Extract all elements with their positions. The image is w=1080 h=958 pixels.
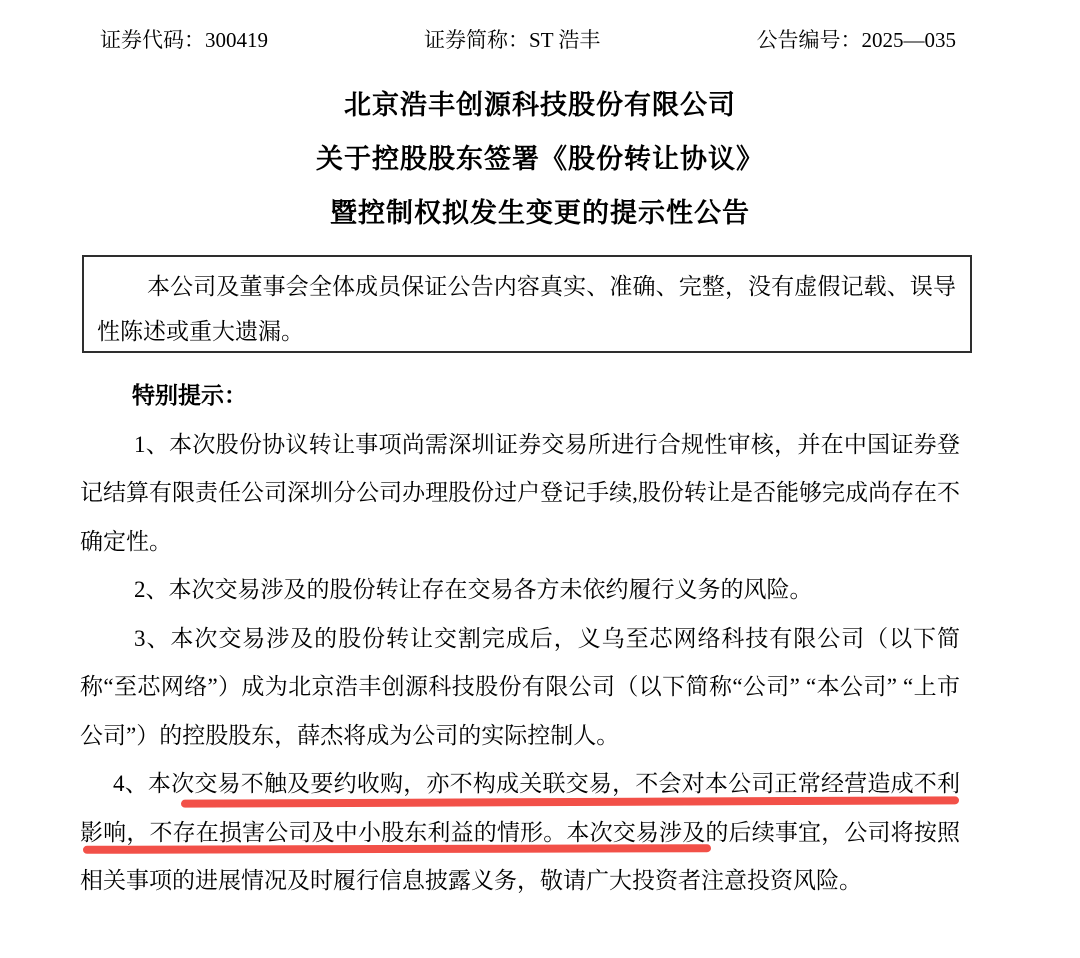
special-notice-section <box>80 372 960 906</box>
title-line-subject-2: 暨控制权拟发生变更的提示性公告 <box>330 198 750 228</box>
declaration-box <box>82 255 972 353</box>
declaration-text: 本公司及董事会全体成员保证公告内容真实、准确、完整，没有虚假记载、误导性陈述或重大遗漏。 <box>97 274 956 344</box>
announcement-number: 公告编号：2025—035 <box>756 28 956 52</box>
notice-paragraph-1: 1、本次股份协议转让事项尚需深圳证券交易所进行合规性审核，并在中国证券登记结算有限责任公司深圳分公司办理股份过户登记手续,股份转让是否能够完成尚存在不确定性。 <box>80 431 960 554</box>
notice-paragraph-3: 3、本次交易涉及的股份转让交割完成后，义乌至芯网络科技有限公司（以下简称“至芯网络”）成为北京浩丰创源科技股份有限公司（以下简称“公司” “本公司” “上市公司”）的控股股东，薛杰将成为公司的实际控制人。 <box>80 625 960 748</box>
document-header <box>100 27 956 53</box>
stock-abbreviation: 证券简称：ST 浩丰 <box>424 28 601 52</box>
notice-paragraph-4: 4、本次交易不触及要约收购，亦不构成关联交易，不会对本公司正常经营造成不利影响，不存在损害公司及中小股东利益的情形。本次交易涉及的后续事宜，公司将按照相关事项的进展情况及时履行信息披露义务，敬请广大投资者注意投资风险。 <box>80 771 960 893</box>
title-line-company-name: 北京浩丰创源科技股份有限公司 <box>344 90 736 120</box>
special-notice-heading: 特别提示： <box>132 383 247 408</box>
title-line-subject: 关于控股股东签署《股份转让协议》 <box>316 144 764 174</box>
document-title <box>0 78 1080 240</box>
notice-paragraph-2: 2、本次交易涉及的股份转让存在交易各方未依约履行义务的风险。 <box>134 577 813 602</box>
stock-code: 证券代码：300419 <box>100 28 268 52</box>
red-marker-underline-2 <box>83 844 711 854</box>
